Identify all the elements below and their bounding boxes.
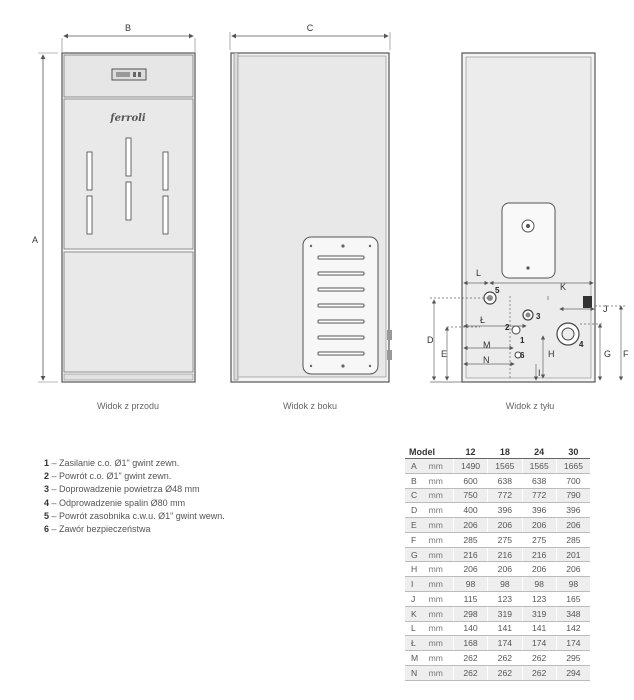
dim-c-label: C <box>306 23 314 33</box>
table-cell-value: 206 <box>522 562 556 577</box>
table-cell-value: 201 <box>556 547 590 562</box>
connection-1: 1 <box>520 336 525 345</box>
table-header-24: 24 <box>522 446 556 459</box>
table-cell-unit: mm <box>427 518 454 533</box>
table-cell-value: 319 <box>522 606 556 621</box>
table-cell-value: 1490 <box>453 459 487 474</box>
back-label-k: K <box>560 282 567 292</box>
table-row <box>405 621 590 636</box>
table-cell-value: 262 <box>488 665 522 680</box>
table-cell-value: 750 <box>453 488 487 503</box>
legend-item <box>44 497 225 510</box>
table-cell-param: Ł <box>405 636 427 651</box>
table-cell-value: 123 <box>488 592 522 607</box>
table-cell-value: 298 <box>453 606 487 621</box>
table-cell-param: K <box>405 606 427 621</box>
table-cell-param: J <box>405 592 427 607</box>
legend-item <box>44 457 225 470</box>
table-cell-value: 98 <box>522 577 556 592</box>
table-cell-unit: mm <box>427 562 454 577</box>
side-view-caption: Widok z boku <box>282 401 338 411</box>
table-cell-param: A <box>405 459 427 474</box>
back-label-l: L <box>476 268 482 278</box>
table-cell-unit: mm <box>427 503 454 518</box>
front-view-caption: Widok z przodu <box>96 401 160 411</box>
legend-num: 5 <box>44 510 50 521</box>
table-cell-value: 206 <box>522 518 556 533</box>
table-cell-value: 396 <box>522 503 556 518</box>
legend-num: 1 <box>44 458 50 468</box>
back-label-d: D <box>427 335 434 345</box>
table-cell-value: 174 <box>522 636 556 651</box>
table-cell-value: 216 <box>453 547 487 562</box>
connection-4: 4 <box>579 340 584 349</box>
table-row <box>405 473 590 488</box>
table-cell-value: 262 <box>488 651 522 666</box>
table-cell-value: 216 <box>522 547 556 562</box>
table-cell-value: 285 <box>453 532 487 547</box>
table-cell-unit: mm <box>427 651 454 666</box>
back-label-i: I <box>538 368 541 378</box>
table-cell-value: 98 <box>556 577 590 592</box>
table-cell-value: 396 <box>556 503 590 518</box>
legend-item <box>44 483 225 496</box>
table-cell-value: 319 <box>488 606 522 621</box>
table-cell-unit: mm <box>427 532 454 547</box>
brand-logo: ferroli <box>110 113 146 124</box>
table-row <box>405 651 590 666</box>
table-cell-value: 262 <box>522 665 556 680</box>
table-cell-value: 638 <box>488 473 522 488</box>
table-cell-unit: mm <box>427 636 454 651</box>
table-cell-param: N <box>405 665 427 680</box>
table-row <box>405 503 590 518</box>
table-cell-param: E <box>405 518 427 533</box>
table-cell-value: 123 <box>522 592 556 607</box>
table-cell-value: 140 <box>453 621 487 636</box>
table-cell-value: 294 <box>556 665 590 680</box>
dimensions-table <box>405 446 590 681</box>
table-row <box>405 592 590 607</box>
table-row <box>405 562 590 577</box>
legend-text: – Zawór bezpieczeństwa <box>49 524 151 535</box>
table-cell-value: 1565 <box>522 459 556 474</box>
table-cell-value: 700 <box>556 473 590 488</box>
table-cell-value: 262 <box>453 651 487 666</box>
table-row <box>405 488 590 503</box>
table-cell-value: 285 <box>556 532 590 547</box>
legend-item <box>44 510 225 523</box>
table-row <box>405 459 590 474</box>
table-header-model: Model <box>405 446 453 459</box>
table-cell-param: L <box>405 621 427 636</box>
table-row <box>405 547 590 562</box>
table-cell-value: 174 <box>488 636 522 651</box>
table-cell-value: 168 <box>453 636 487 651</box>
table-cell-value: 348 <box>556 606 590 621</box>
table-cell-unit: mm <box>427 459 454 474</box>
table-cell-value: 790 <box>556 488 590 503</box>
table-cell-value: 1665 <box>556 459 590 474</box>
table-header-30: 30 <box>556 446 590 459</box>
legend-item <box>44 523 225 536</box>
legend-text: – Powrót zasobnika c.w.u. Ø1" gwint wewn. <box>49 510 225 521</box>
table-cell-value: 275 <box>522 532 556 547</box>
table-cell-value: 115 <box>453 592 487 607</box>
table-cell-value: 772 <box>522 488 556 503</box>
table-header-12: 12 <box>453 446 487 459</box>
legend-num: 6 <box>44 524 50 535</box>
legend-text: – Powrót c.o. Ø1" gwint zewn. <box>49 471 172 482</box>
table-cell-value: 772 <box>488 488 522 503</box>
table-header-18: 18 <box>488 446 522 459</box>
table-body <box>405 459 590 681</box>
legend-text: – Zasilanie c.o. Ø1" gwint zewn. <box>49 458 180 468</box>
legend-text: – Odprowadzenie spalin Ø80 mm <box>49 497 186 508</box>
table-cell-value: 206 <box>488 518 522 533</box>
back-view <box>427 53 629 382</box>
connection-6: 6 <box>520 351 525 360</box>
table-cell-param: F <box>405 532 427 547</box>
table-cell-value: 275 <box>488 532 522 547</box>
table-cell-unit: mm <box>427 473 454 488</box>
table-header-row <box>405 446 590 459</box>
back-label-j: J <box>603 304 608 314</box>
connections-legend <box>44 457 225 536</box>
back-view-caption: Widok z tyłu <box>505 401 555 411</box>
dim-b-label: B <box>124 23 132 33</box>
legend-text: – Doprowadzenie powietrza Ø48 mm <box>49 484 200 495</box>
table-cell-value: 295 <box>556 651 590 666</box>
table-cell-value: 396 <box>488 503 522 518</box>
back-label-f: F <box>623 349 629 359</box>
table-cell-value: 400 <box>453 503 487 518</box>
table-cell-unit: mm <box>427 488 454 503</box>
table-cell-value: 1565 <box>488 459 522 474</box>
table-cell-value: 141 <box>488 621 522 636</box>
table-cell-param: M <box>405 651 427 666</box>
table-cell-value: 98 <box>453 577 487 592</box>
connection-5: 5 <box>495 286 500 295</box>
legend-num: 4 <box>44 497 50 508</box>
connection-3: 3 <box>536 312 541 321</box>
table-cell-value: 141 <box>522 621 556 636</box>
table-cell-value: 165 <box>556 592 590 607</box>
table-row <box>405 606 590 621</box>
table-row <box>405 518 590 533</box>
table-cell-unit: mm <box>427 606 454 621</box>
table-cell-value: 638 <box>522 473 556 488</box>
table-cell-param: D <box>405 503 427 518</box>
back-label-h: H <box>548 349 555 359</box>
front-view <box>32 23 195 382</box>
back-label-l-stroke: Ł <box>480 315 486 325</box>
table-cell-value: 206 <box>556 562 590 577</box>
connection-2: 2 <box>505 323 510 332</box>
table-cell-unit: mm <box>427 577 454 592</box>
back-label-m: M <box>483 340 491 350</box>
table-cell-unit: mm <box>427 547 454 562</box>
legend-item <box>44 470 225 483</box>
table-row <box>405 665 590 680</box>
table-cell-unit: mm <box>427 592 454 607</box>
table-cell-param: I <box>405 577 427 592</box>
table-cell-unit: mm <box>427 621 454 636</box>
table-cell-param: C <box>405 488 427 503</box>
table-cell-param: B <box>405 473 427 488</box>
dim-a-label: A <box>31 235 39 245</box>
table-row <box>405 636 590 651</box>
back-label-g: G <box>604 349 612 359</box>
table-cell-value: 206 <box>488 562 522 577</box>
table-cell-value: 206 <box>453 518 487 533</box>
table-row <box>405 577 590 592</box>
table-cell-param: G <box>405 547 427 562</box>
table-cell-value: 262 <box>522 651 556 666</box>
table-cell-value: 262 <box>453 665 487 680</box>
legend-num: 2 <box>44 471 50 482</box>
table-cell-unit: mm <box>427 665 454 680</box>
table-cell-param: H <box>405 562 427 577</box>
side-view <box>230 23 392 382</box>
table-cell-value: 600 <box>453 473 487 488</box>
table-cell-value: 216 <box>488 547 522 562</box>
back-label-e: E <box>441 349 448 359</box>
table-cell-value: 174 <box>556 636 590 651</box>
table-cell-value: 206 <box>556 518 590 533</box>
table-row <box>405 532 590 547</box>
back-label-n: N <box>483 355 490 365</box>
legend-num: 3 <box>44 484 50 495</box>
table-cell-value: 142 <box>556 621 590 636</box>
table-cell-value: 98 <box>488 577 522 592</box>
table-cell-value: 206 <box>453 562 487 577</box>
